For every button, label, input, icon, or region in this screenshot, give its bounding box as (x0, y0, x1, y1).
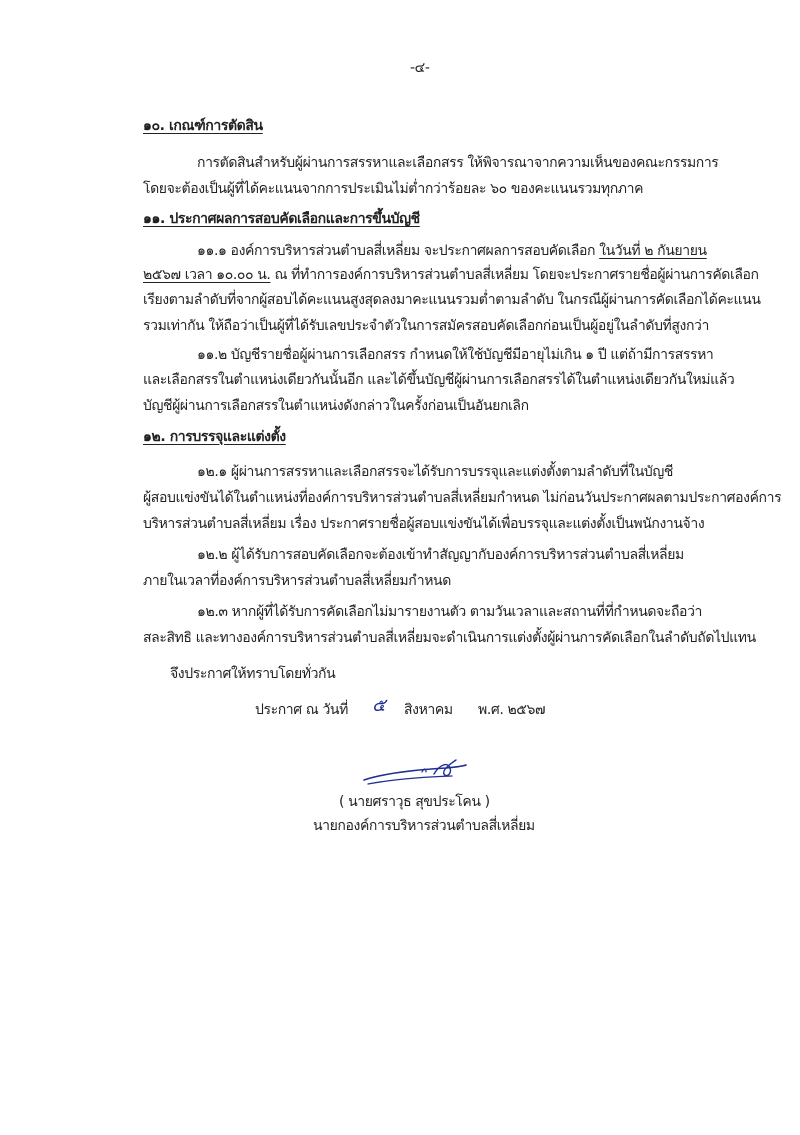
section-11-1-line-3: เรียงตามลำดับที่จากผู้สอบได้คะแนนสูงสุดลงมาคะแนนรวมต่ำตามลำดับ ในกรณีผู้ผ่านการคัดเลือกได้คะแนน (143, 292, 761, 308)
section-10-line-1: การตัดสินสำหรับผู้ผ่านการสรรหาและเลือกสรร ให้พิจารณาจากความเห็นของคณะกรรมการ (197, 155, 719, 171)
announcement-time: ๒๕๖๗ เวลา ๑๐.๐๐ น. (143, 267, 271, 283)
handwritten-day: ๕ (372, 695, 386, 716)
section-12-2-line-2: ภายในเวลาที่องค์การบริหารส่วนตำบลสี่เหลี่ยมกำหนด (143, 573, 451, 589)
announcement-month: สิงหาคม (404, 702, 453, 718)
section-12-heading: ๑๒. การบรรจุและแต่งตั้ง (143, 429, 286, 445)
announcement-date-prefix: ประกาศ ณ วันที่ (255, 702, 348, 718)
section-11-1-text-b: ณ ที่ทำการองค์การบริหารส่วนตำบลสี่เหลี่ยม โดยจะประกาศรายชื่อผู้ผ่านการคัดเลือก (274, 267, 759, 283)
signer-name: ( นายศราวุธ สุขประโคน ) (339, 794, 490, 810)
section-11-1-line-4: รวมเท่ากัน ให้ถือว่าเป็นผู้ที่ได้รับเลขประจำตัวในการสมัครสอบคัดเลือกก่อนเป็นผู้อยู่ในลำดับที่สูงกว่า (143, 318, 709, 334)
section-11-2-line-2: และเลือกสรรในตำแหน่งเดียวกันนั้นอีก และได้ขึ้นบัญชีผู้ผ่านการเลือกสรรได้ในตำแหน่งเดียวกันใหม่แล้ว (143, 372, 735, 388)
section-12-3-line-1: ๑๒.๓ หากผู้ที่ได้รับการคัดเลือกไม่มารายงานตัว ตามวันเวลาและสถานที่ที่กำหนดจะถือว่า (197, 604, 702, 620)
announcement-year: พ.ศ. ๒๕๖๗ (478, 702, 546, 718)
section-12-1-line-2: ผู้สอบแข่งขันได้ในตำแหน่งที่องค์การบริหารส่วนตำบลสี่เหลี่ยมกำหนด ไม่ก่อนวันประกาศผลตามประกาศองค์การ (143, 490, 782, 506)
page-number: -๔- (410, 60, 430, 76)
signature-icon (360, 756, 470, 790)
section-11-heading: ๑๑. ประกาศผลการสอบคัดเลือกและการขึ้นบัญชี (143, 211, 420, 227)
announcement-date: ในวันที่ ๒ กันยายน (599, 243, 707, 259)
section-11-1-text-a: ๑๑.๑ องค์การบริหารส่วนตำบลสี่เหลี่ยม จะประกาศผลการสอบคัดเลือก (197, 243, 596, 259)
announcement-closing: จึงประกาศให้ทราบโดยทั่วกัน (170, 666, 336, 682)
section-10-line-2: โดยจะต้องเป็นผู้ที่ได้คะแนนจากการประเมินไม่ต่ำกว่าร้อยละ ๖๐ ของคะแนนรวมทุกภาค (143, 181, 644, 197)
section-12-2-line-1: ๑๒.๒ ผู้ได้รับการสอบคัดเลือกจะต้องเข้าทำสัญญากับองค์การบริหารส่วนตำบลสี่เหลี่ยม (197, 547, 684, 563)
section-10-heading: ๑๐. เกณฑ์การตัดสิน (143, 118, 263, 134)
section-11-1-line-1 (197, 241, 707, 261)
section-12-1-line-3: บริหารส่วนตำบลสี่เหลี่ยม เรื่อง ประกาศรายชื่อผู้สอบแข่งขันได้เพื่อบรรจุและแต่งตั้งเป็นพนักงานจ้าง (143, 516, 705, 532)
section-12-3-line-2: สละสิทธิ และทางองค์การบริหารส่วนตำบลสี่เหลี่ยมจะดำเนินการแต่งตั้งผู้ผ่านการคัดเลือกในลำดับถัดไปแทน (143, 630, 756, 646)
section-11-2-line-1: ๑๑.๒ บัญชีรายชื่อผู้ผ่านการเลือกสรร กำหนดให้ใช้บัญชีมีอายุไม่เกิน ๑ ปี แต่ถ้ามีการสรรหา (197, 347, 714, 363)
signer-title: นายกองค์การบริหารส่วนตำบลสี่เหลี่ยม (313, 818, 535, 834)
section-12-1-line-1: ๑๒.๑ ผู้ผ่านการสรรหาและเลือกสรรจะได้รับการบรรจุและแต่งตั้งตามลำดับที่ในบัญชี (197, 464, 674, 480)
section-11-2-line-3: บัญชีผู้ผ่านการเลือกสรรในตำแหน่งดังกล่าวในครั้งก่อนเป็นอันยกเลิก (143, 398, 529, 414)
section-11-1-line-2 (143, 265, 759, 285)
